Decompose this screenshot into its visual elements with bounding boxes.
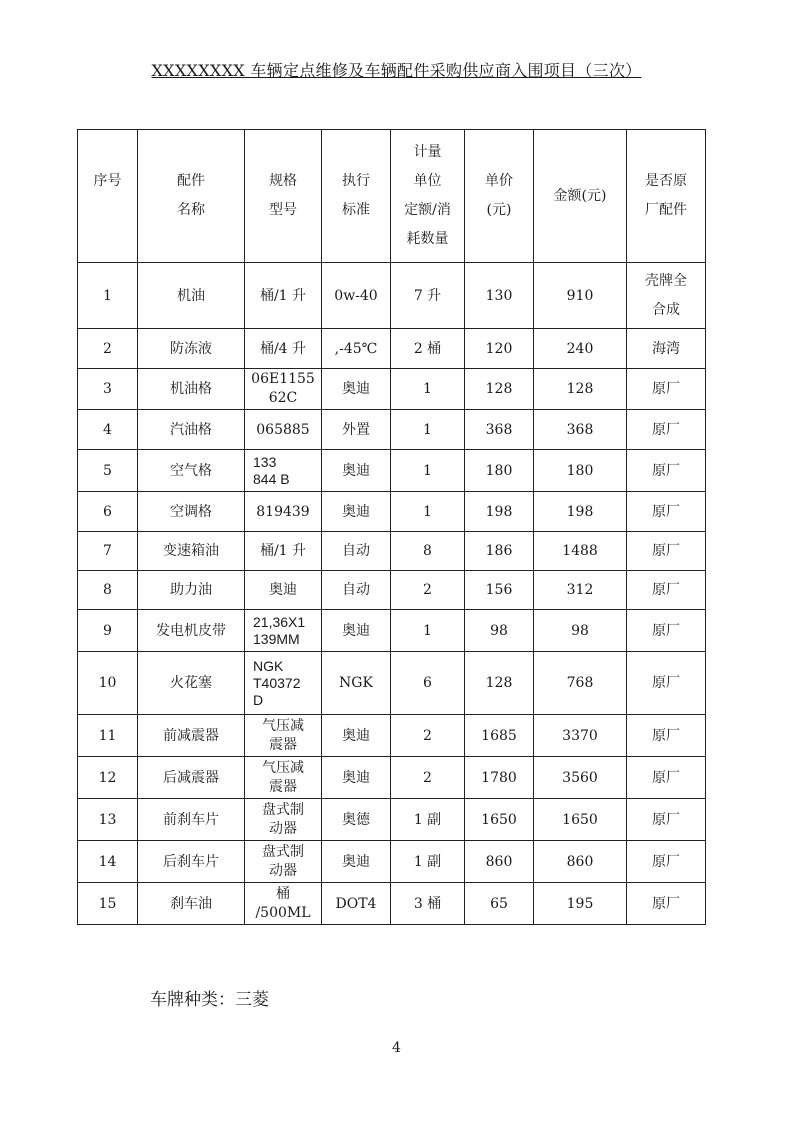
cell-standard: NGK [322,652,391,715]
cell-unit-price: 180 [465,450,534,492]
header-seq: 序号 [78,130,138,263]
cell-spec-model: NGK T40372 D [245,652,322,715]
cell-part-name: 机油 [138,263,245,329]
cell-original-part: 海湾 [627,329,706,369]
cell-original-part: 原厂 [627,410,706,450]
table-row [78,410,706,450]
cell-seq: 6 [78,492,138,532]
cell-original-part: 原厂 [627,652,706,715]
cell-quantity: 8 [391,532,465,571]
cell-amount: 860 [534,841,627,883]
header-original-part: 是否原 厂配件 [627,130,706,263]
cell-part-name: 刹车油 [138,883,245,925]
cell-quantity: 1 副 [391,799,465,841]
table-row [78,883,706,925]
cell-part-name: 前减震器 [138,715,245,757]
cell-standard: 奥迪 [322,450,391,492]
cell-quantity: 1 副 [391,841,465,883]
cell-part-name: 空调格 [138,492,245,532]
cell-standard: 奥迪 [322,369,391,410]
cell-amount: 240 [534,329,627,369]
header-unit-quantity: 计量 单位 定额/消 耗数量 [391,130,465,263]
cell-standard: ,-45℃ [322,329,391,369]
cell-spec-model: 气压减 震器 [245,757,322,799]
header-spec-model: 规格 型号 [245,130,322,263]
cell-unit-price: 860 [465,841,534,883]
cell-amount: 910 [534,263,627,329]
cell-quantity: 1 [391,492,465,532]
cell-spec-model: 桶/1 升 [245,263,322,329]
cell-unit-price: 156 [465,571,534,610]
cell-original-part: 原厂 [627,450,706,492]
cell-seq: 12 [78,757,138,799]
cell-quantity: 2 [391,715,465,757]
cell-original-part: 原厂 [627,492,706,532]
parts-price-table [77,129,706,925]
table-header-row [78,130,706,263]
cell-part-name: 变速箱油 [138,532,245,571]
table-row [78,532,706,571]
cell-original-part: 原厂 [627,610,706,652]
cell-quantity: 1 [391,450,465,492]
cell-original-part: 原厂 [627,883,706,925]
cell-seq: 3 [78,369,138,410]
cell-unit-price: 1650 [465,799,534,841]
cell-part-name: 前刹车片 [138,799,245,841]
cell-amount: 198 [534,492,627,532]
cell-unit-price: 1780 [465,757,534,799]
cell-spec-model: 819439 [245,492,322,532]
cell-amount: 128 [534,369,627,410]
cell-original-part: 原厂 [627,571,706,610]
cell-quantity: 7 升 [391,263,465,329]
cell-original-part: 原厂 [627,532,706,571]
cell-original-part: 原厂 [627,715,706,757]
cell-quantity: 2 桶 [391,329,465,369]
cell-original-part: 原厂 [627,757,706,799]
cell-unit-price: 128 [465,652,534,715]
vehicle-brand-line: 车牌种类：三菱 [150,990,269,1010]
cell-unit-price: 368 [465,410,534,450]
cell-amount: 3560 [534,757,627,799]
cell-spec-model: 06E1155 62C [245,369,322,410]
cell-standard: 自动 [322,571,391,610]
cell-standard: 奥迪 [322,715,391,757]
cell-seq: 7 [78,532,138,571]
cell-original-part: 原厂 [627,841,706,883]
cell-standard: 外置 [322,410,391,450]
cell-standard: 奥德 [322,799,391,841]
cell-amount: 98 [534,610,627,652]
cell-seq: 14 [78,841,138,883]
table-row [78,799,706,841]
cell-spec-model: 桶/4 升 [245,329,322,369]
cell-spec-model: 盘式制 动器 [245,841,322,883]
cell-part-name: 空气格 [138,450,245,492]
cell-amount: 368 [534,410,627,450]
cell-spec-model: 桶/1 升 [245,532,322,571]
document-title: XXXXXXXX 车辆定点维修及车辆配件采购供应商入围项目（三次） [151,61,642,80]
cell-part-name: 发电机皮带 [138,610,245,652]
cell-standard: 奥迪 [322,841,391,883]
table-row [78,715,706,757]
cell-spec-model: 065885 [245,410,322,450]
cell-spec-model: 盘式制 动器 [245,799,322,841]
cell-spec-model: 气压减 震器 [245,715,322,757]
cell-unit-price: 120 [465,329,534,369]
header-amount: 金额(元) [534,130,627,263]
cell-seq: 10 [78,652,138,715]
cell-amount: 3370 [534,715,627,757]
cell-unit-price: 65 [465,883,534,925]
cell-amount: 312 [534,571,627,610]
cell-quantity: 6 [391,652,465,715]
cell-spec-model: 桶 /500ML [245,883,322,925]
cell-seq: 9 [78,610,138,652]
cell-amount: 1650 [534,799,627,841]
cell-unit-price: 186 [465,532,534,571]
cell-seq: 8 [78,571,138,610]
cell-quantity: 1 [391,369,465,410]
table-row [78,571,706,610]
header-standard: 执行 标准 [322,130,391,263]
cell-seq: 4 [78,410,138,450]
table-row [78,263,706,329]
cell-part-name: 后刹车片 [138,841,245,883]
cell-part-name: 后减震器 [138,757,245,799]
cell-amount: 1488 [534,532,627,571]
cell-seq: 13 [78,799,138,841]
cell-part-name: 防冻液 [138,329,245,369]
cell-seq: 1 [78,263,138,329]
cell-seq: 2 [78,329,138,369]
cell-standard: 奥迪 [322,492,391,532]
cell-unit-price: 130 [465,263,534,329]
cell-spec-model: 21,36X1 139MM [245,610,322,652]
table-row [78,492,706,532]
cell-original-part: 原厂 [627,799,706,841]
table-row [78,329,706,369]
cell-original-part: 壳牌全 合成 [627,263,706,329]
cell-quantity: 2 [391,571,465,610]
cell-standard: 自动 [322,532,391,571]
cell-part-name: 火花塞 [138,652,245,715]
cell-unit-price: 98 [465,610,534,652]
page-number: 4 [392,1040,401,1056]
cell-part-name: 汽油格 [138,410,245,450]
cell-part-name: 机油格 [138,369,245,410]
cell-amount: 195 [534,883,627,925]
table-row [78,652,706,715]
table-row [78,610,706,652]
cell-spec-model: 奥迪 [245,571,322,610]
cell-original-part: 原厂 [627,369,706,410]
cell-standard: DOT4 [322,883,391,925]
cell-amount: 768 [534,652,627,715]
cell-amount: 180 [534,450,627,492]
header-part-name: 配件 名称 [138,130,245,263]
cell-part-name: 助力油 [138,571,245,610]
cell-seq: 11 [78,715,138,757]
header-unit-price: 单价 (元) [465,130,534,263]
cell-standard: 0w-40 [322,263,391,329]
table-row [78,450,706,492]
cell-standard: 奥迪 [322,610,391,652]
cell-quantity: 1 [391,410,465,450]
cell-quantity: 1 [391,610,465,652]
cell-quantity: 2 [391,757,465,799]
cell-unit-price: 1685 [465,715,534,757]
cell-seq: 15 [78,883,138,925]
cell-unit-price: 198 [465,492,534,532]
table-row [78,369,706,410]
table-row [78,757,706,799]
table-row [78,841,706,883]
cell-quantity: 3 桶 [391,883,465,925]
cell-spec-model: 133 844 B [245,450,322,492]
cell-unit-price: 128 [465,369,534,410]
cell-seq: 5 [78,450,138,492]
cell-standard: 奥迪 [322,757,391,799]
